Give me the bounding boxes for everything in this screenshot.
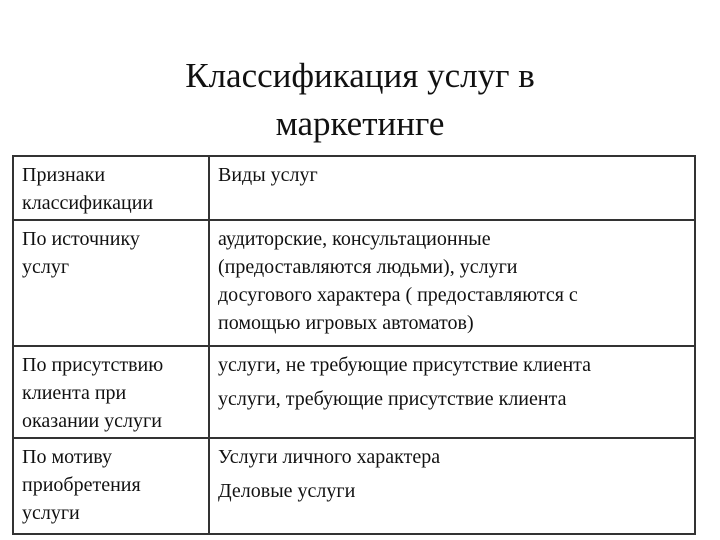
header-types-cell	[209, 156, 695, 220]
slide-title	[0, 52, 720, 148]
criterion-line: клиента при	[22, 382, 127, 404]
header-criterion-cell	[13, 156, 209, 220]
criterion-cell-source	[13, 220, 209, 346]
criterion-line: оказании услуги	[22, 410, 162, 432]
criterion-line: По присутствию	[22, 354, 164, 376]
criterion-line: По мотиву	[22, 446, 113, 468]
types-line: услуги, не требующие присутствие клиента	[218, 354, 592, 376]
types-line: аудиторские, консультационные	[218, 228, 491, 250]
criterion-line: По источнику	[22, 228, 140, 250]
types-cell-source	[209, 220, 695, 346]
table-row	[13, 438, 695, 534]
types-line: Деловые услуги	[218, 480, 356, 502]
types-line: Услуги личного характера	[218, 446, 441, 468]
table-row	[13, 346, 695, 438]
types-line: помощью игровых автоматов)	[218, 312, 474, 334]
title-line-2: маркетинге	[275, 104, 445, 143]
header-criterion-line-2: классификации	[22, 192, 154, 214]
criterion-line: приобретения	[22, 474, 141, 496]
criterion-cell-motive	[13, 438, 209, 534]
header-criterion-line-1: Признаки	[22, 164, 106, 186]
types-line: (предоставляются людьми), услуги	[218, 256, 518, 278]
criterion-line: услуги	[22, 502, 80, 524]
types-cell-presence	[209, 346, 695, 438]
table-row	[13, 220, 695, 346]
types-cell-motive	[209, 438, 695, 534]
title-line-1: Классификация услуг в	[185, 56, 535, 95]
criterion-line: услуг	[22, 256, 70, 278]
table-header-row	[13, 156, 695, 220]
header-types-label: Виды услуг	[218, 164, 318, 186]
types-line: досугового характера ( предоставляются с	[218, 284, 578, 306]
types-line: услуги, требующие присутствие клиента	[218, 388, 567, 410]
classification-table	[12, 155, 696, 535]
criterion-cell-presence	[13, 346, 209, 438]
